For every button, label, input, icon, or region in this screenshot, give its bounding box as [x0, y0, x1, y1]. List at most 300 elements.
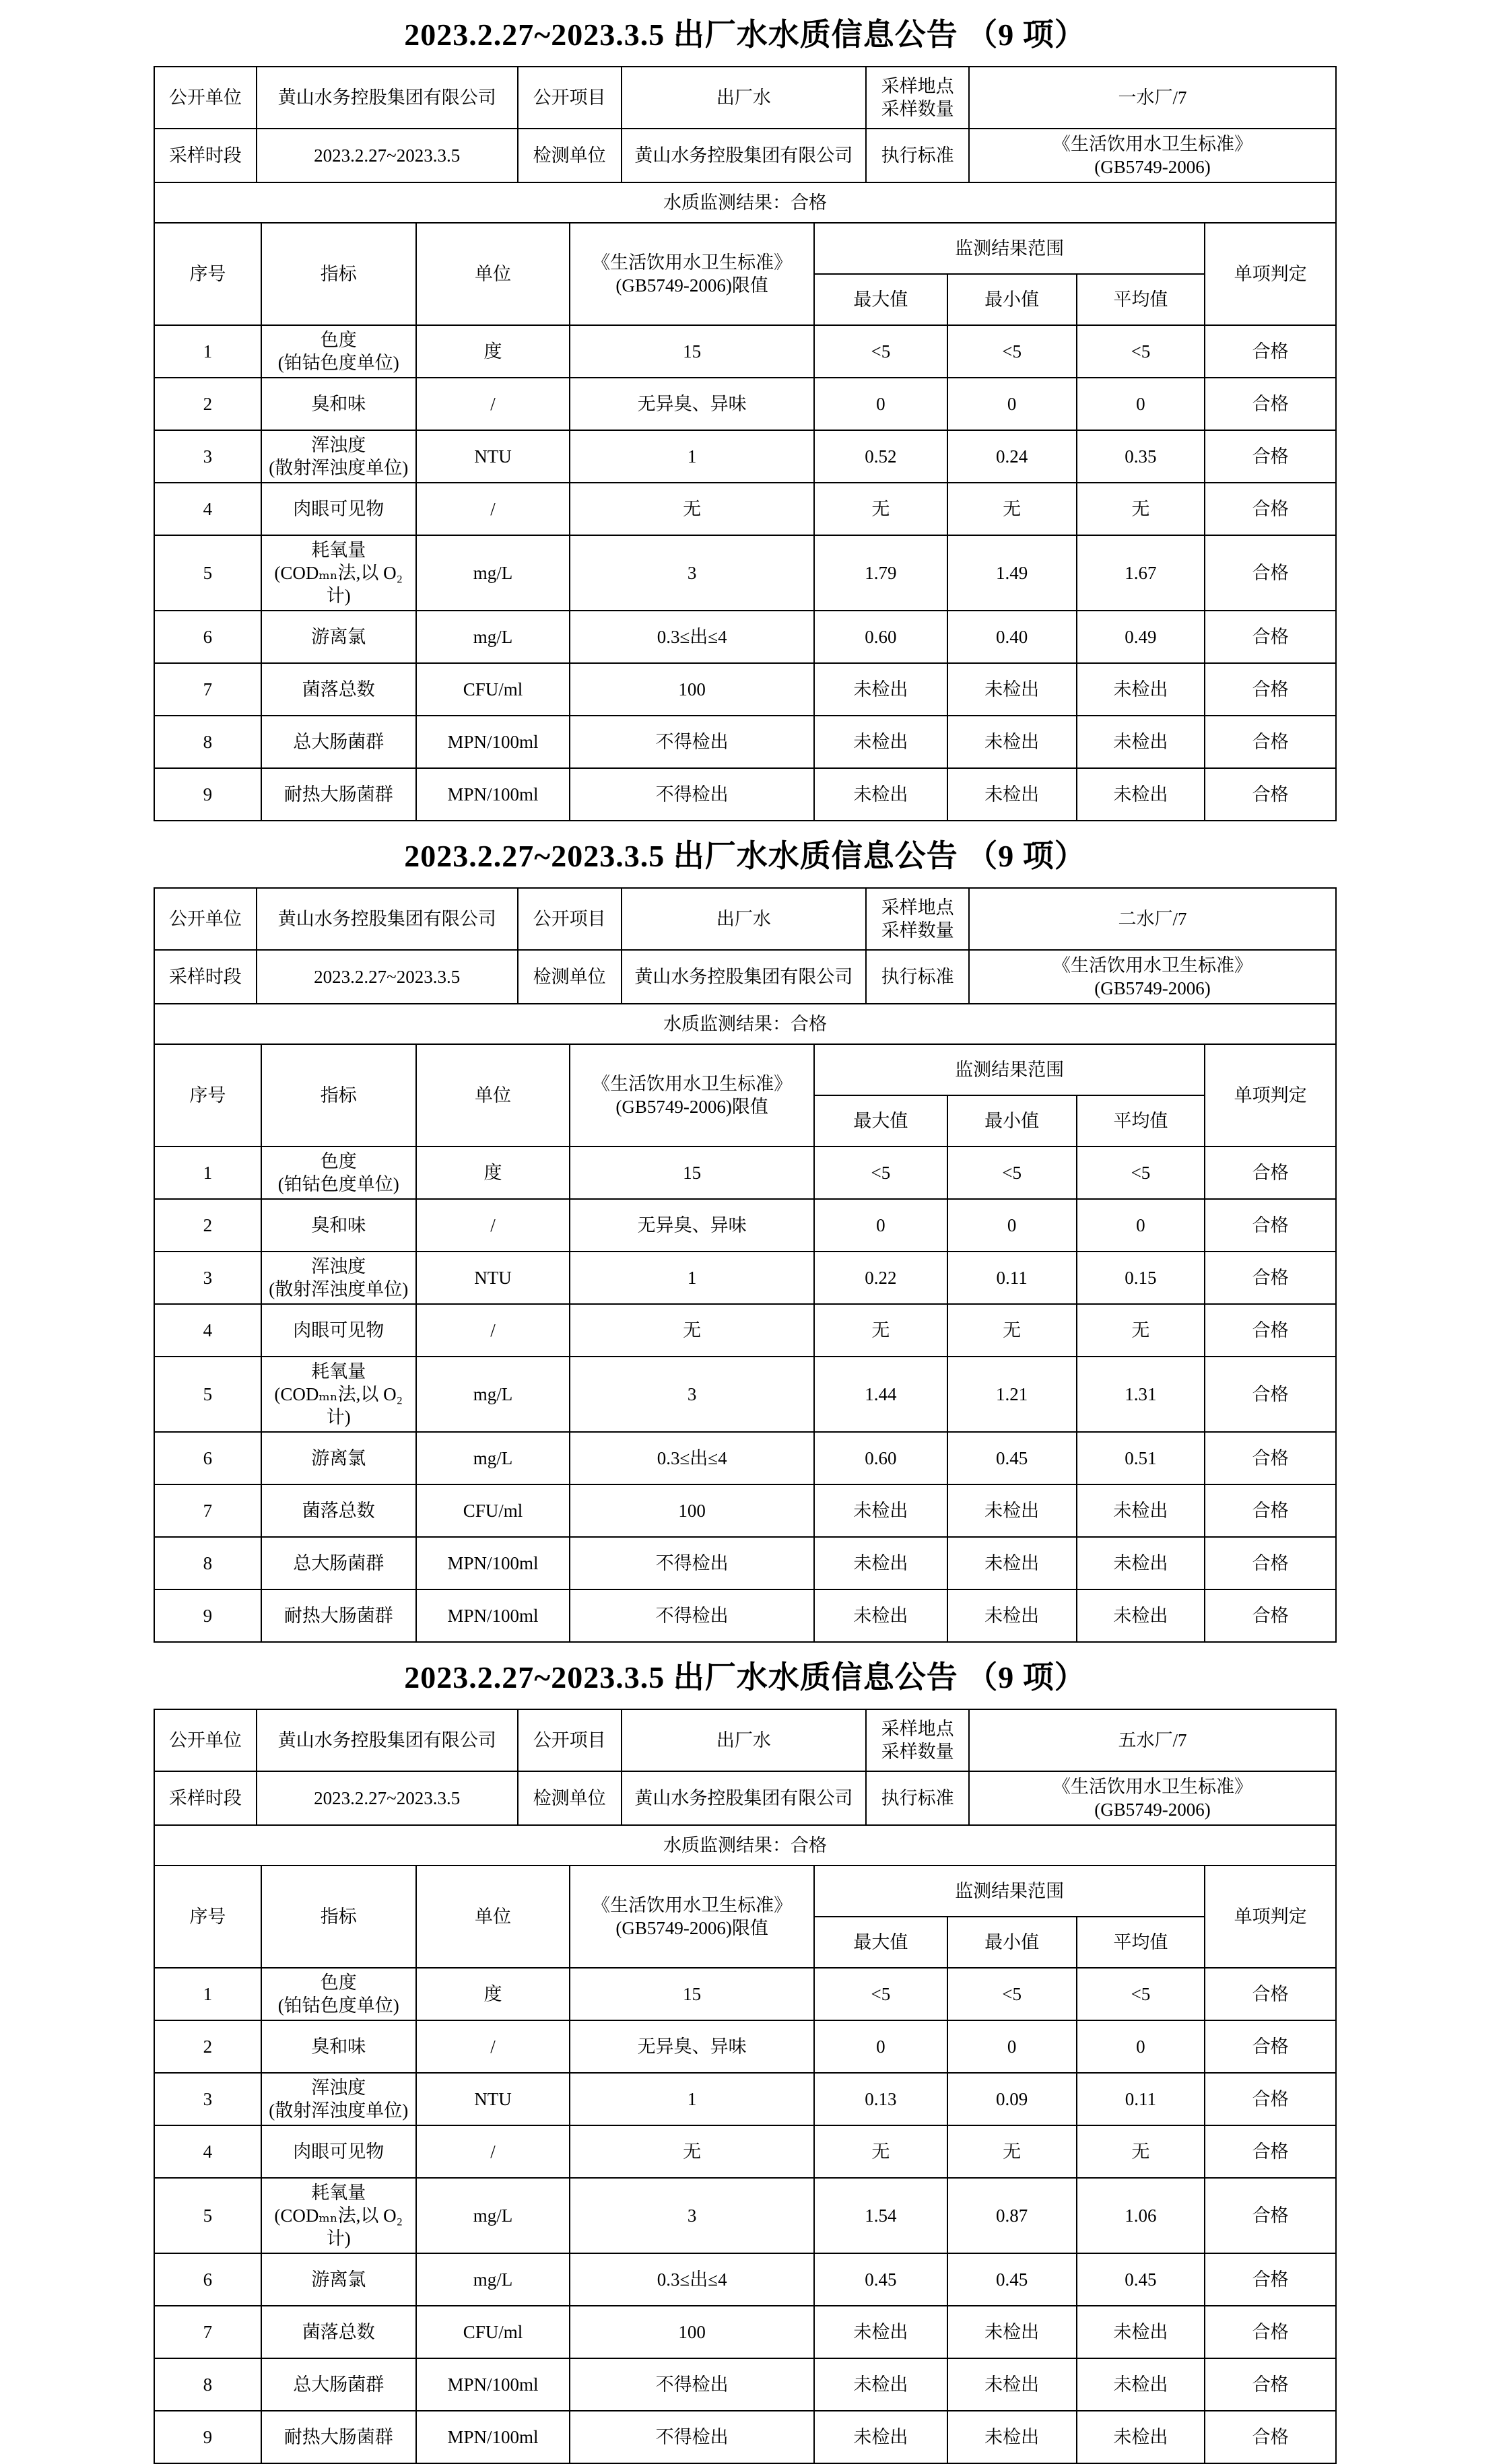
col-header-min: 最小值	[947, 1917, 1077, 1968]
cell-judgement: 合格	[1205, 1304, 1336, 1357]
standard-value-line2: (GB5749-2006)	[1094, 157, 1211, 177]
col-header-no: 序号	[154, 1044, 261, 1147]
sampling-site-label	[866, 1709, 969, 1771]
cell-indicator	[261, 2073, 416, 2125]
cell-judgement: 合格	[1205, 2358, 1336, 2411]
cell-min-value: 0.09	[947, 2073, 1077, 2125]
cell-indicator	[261, 1147, 416, 1199]
project-label: 公开项目	[518, 67, 622, 129]
cell-indicator-line2: (CODₘₙ法,以 O₂计)	[274, 2205, 403, 2249]
cell-min-value: 0	[947, 378, 1077, 430]
col-header-judge: 单项判定	[1205, 1866, 1336, 1968]
column-header-row-1	[154, 1044, 1336, 1095]
water-quality-table	[154, 222, 1337, 821]
cell-max-value: 0.60	[814, 611, 947, 663]
cell-judgement: 合格	[1205, 716, 1336, 768]
col-header-limit-line2: (GB5749-2006)限值	[615, 275, 768, 296]
table-row	[154, 1484, 1336, 1537]
cell-max-value: 未检出	[814, 2358, 947, 2411]
table-row	[154, 1357, 1336, 1432]
table-row	[154, 663, 1336, 716]
cell-avg-value: 未检出	[1077, 768, 1205, 821]
cell-unit: NTU	[416, 2073, 570, 2125]
info-table-body	[154, 1709, 1336, 1866]
cell-unit: 度	[416, 325, 570, 378]
col-header-min: 最小值	[947, 274, 1077, 325]
table-row	[154, 768, 1336, 821]
standard-value-line1: 《生活饮用水卫生标准》	[1052, 134, 1253, 154]
publish-unit-label: 公开单位	[154, 888, 257, 950]
col-header-range: 监测结果范围	[814, 1044, 1205, 1095]
cell-unit: MPN/100ml	[416, 768, 570, 821]
cell-max-value: 未检出	[814, 716, 947, 768]
cell-unit: mg/L	[416, 611, 570, 663]
cell-indicator	[261, 1484, 416, 1537]
cell-max-value: 0.45	[814, 2253, 947, 2306]
standard-value-line1: 《生活饮用水卫生标准》	[1052, 955, 1253, 976]
table-row	[154, 378, 1336, 430]
project-value: 出厂水	[622, 888, 867, 950]
col-header-limit	[570, 223, 814, 325]
cell-indicator	[261, 2411, 416, 2463]
cell-judgement: 合格	[1205, 1147, 1336, 1199]
cell-indicator	[261, 1968, 416, 2020]
project-value: 出厂水	[622, 1709, 867, 1771]
period-label: 采样时段	[154, 950, 257, 1004]
col-header-indicator: 指标	[261, 223, 416, 325]
col-header-limit-line1: 《生活饮用水卫生标准》	[592, 1074, 793, 1094]
info-row-1	[154, 888, 1336, 950]
cell-max-value: 0.52	[814, 430, 947, 483]
cell-limit: 100	[570, 663, 814, 716]
cell-min-value: 未检出	[947, 716, 1077, 768]
cell-unit: /	[416, 378, 570, 430]
cell-max-value: 1.54	[814, 2178, 947, 2253]
col-header-range: 监测结果范围	[814, 1866, 1205, 1917]
cell-judgement: 合格	[1205, 2411, 1336, 2463]
cell-unit: CFU/ml	[416, 1484, 570, 1537]
table-row	[154, 2358, 1336, 2411]
cell-unit: mg/L	[416, 2253, 570, 2306]
standard-label: 执行标准	[866, 1771, 969, 1825]
cell-min-value: 无	[947, 483, 1077, 535]
cell-unit: 度	[416, 1147, 570, 1199]
col-header-range: 监测结果范围	[814, 223, 1205, 274]
cell-no: 7	[154, 1484, 261, 1537]
cell-min-value: 0	[947, 1199, 1077, 1252]
table-row	[154, 611, 1336, 663]
cell-indicator	[261, 1199, 416, 1252]
cell-no: 1	[154, 1968, 261, 2020]
cell-no: 6	[154, 611, 261, 663]
cell-no: 4	[154, 2125, 261, 2178]
col-header-unit: 单位	[416, 1866, 570, 1968]
data-table-body	[154, 223, 1336, 325]
cell-indicator-line1: 臭和味	[311, 2037, 366, 2057]
standard-label: 执行标准	[866, 950, 969, 1004]
sampling-site-label-line1: 采样地点	[881, 1719, 954, 1739]
cell-no: 7	[154, 663, 261, 716]
info-row-1	[154, 1709, 1336, 1771]
standard-value-line2: (GB5749-2006)	[1094, 1800, 1211, 1820]
info-table	[154, 66, 1337, 224]
cell-indicator-line2: (散射浑浊度单位)	[269, 1279, 409, 1299]
cell-no: 3	[154, 430, 261, 483]
table-row	[154, 430, 1336, 483]
col-header-indicator: 指标	[261, 1866, 416, 1968]
cell-no: 7	[154, 2306, 261, 2358]
cell-max-value: 无	[814, 2125, 947, 2178]
cell-limit: 100	[570, 1484, 814, 1537]
cell-avg-value: 1.31	[1077, 1357, 1205, 1432]
test-unit-value: 黄山水务控股集团有限公司	[622, 129, 867, 182]
cell-unit: mg/L	[416, 1357, 570, 1432]
cell-min-value: 0.24	[947, 430, 1077, 483]
sampling-site-label	[866, 888, 969, 950]
page-title: 2023.2.27~2023.3.5 出厂水水质信息公告 （9 项）	[404, 839, 1086, 873]
cell-judgement: 合格	[1205, 325, 1336, 378]
cell-avg-value: 无	[1077, 2125, 1205, 2178]
cell-avg-value: 0	[1077, 1199, 1205, 1252]
cell-indicator	[261, 1304, 416, 1357]
table-row	[154, 2411, 1336, 2463]
table-row	[154, 1968, 1336, 2020]
cell-indicator-line2: (铂钴色度单位)	[277, 1995, 399, 2016]
info-row-2	[154, 950, 1336, 1004]
info-table	[154, 887, 1337, 1045]
result-row	[154, 1825, 1336, 1866]
cell-indicator-line1: 色度	[320, 1151, 357, 1171]
publish-unit-label: 公开单位	[154, 1709, 257, 1771]
cell-indicator-line1: 耐热大肠菌群	[283, 1606, 393, 1626]
cell-indicator-line1: 耗氧量	[311, 2183, 366, 2203]
standard-value-line2: (GB5749-2006)	[1094, 978, 1211, 998]
cell-indicator-line1: 菌落总数	[302, 2322, 375, 2342]
cell-avg-value: 无	[1077, 1304, 1205, 1357]
cell-limit: 不得检出	[570, 768, 814, 821]
result-row	[154, 182, 1336, 223]
cell-unit: mg/L	[416, 535, 570, 611]
cell-indicator-line1: 浑浊度	[311, 1256, 366, 1276]
cell-max-value: <5	[814, 1968, 947, 2020]
cell-avg-value: 未检出	[1077, 1537, 1205, 1589]
result-text: 水质监测结果：合格	[154, 182, 1336, 223]
sampling-site-label-line2: 采样数量	[881, 99, 954, 119]
cell-min-value: 1.49	[947, 535, 1077, 611]
cell-no: 3	[154, 1252, 261, 1304]
cell-limit: 1	[570, 430, 814, 483]
col-header-unit: 单位	[416, 223, 570, 325]
data-table-body	[154, 1866, 1336, 1968]
cell-judgement: 合格	[1205, 2073, 1336, 2125]
cell-min-value: <5	[947, 325, 1077, 378]
cell-judgement: 合格	[1205, 1484, 1336, 1537]
cell-avg-value: 1.06	[1077, 2178, 1205, 2253]
table-row	[154, 1304, 1336, 1357]
info-row-2	[154, 1771, 1336, 1825]
cell-indicator-line1: 总大肠菌群	[293, 2374, 384, 2395]
cell-min-value: <5	[947, 1968, 1077, 2020]
cell-max-value: 0	[814, 378, 947, 430]
water-quality-table	[154, 1865, 1337, 2464]
cell-limit: 无	[570, 483, 814, 535]
cell-limit: 不得检出	[570, 2358, 814, 2411]
cell-limit: 100	[570, 2306, 814, 2358]
cell-max-value: 0.60	[814, 1432, 947, 1484]
cell-indicator-line1: 菌落总数	[302, 679, 375, 699]
table-row	[154, 1589, 1336, 1642]
data-rows	[154, 1147, 1336, 1642]
standard-label: 执行标准	[866, 129, 969, 182]
result-text: 水质监测结果：合格	[154, 1004, 1336, 1044]
publish-unit-value: 黄山水务控股集团有限公司	[257, 67, 518, 129]
cell-unit: NTU	[416, 1252, 570, 1304]
cell-no: 2	[154, 378, 261, 430]
cell-judgement: 合格	[1205, 768, 1336, 821]
col-header-limit-line2: (GB5749-2006)限值	[615, 1097, 768, 1117]
cell-unit: MPN/100ml	[416, 1589, 570, 1642]
cell-judgement: 合格	[1205, 1432, 1336, 1484]
column-header-row-1	[154, 1866, 1336, 1917]
cell-indicator	[261, 2358, 416, 2411]
cell-indicator-line1: 肉眼可见物	[293, 1320, 384, 1340]
cell-limit: 0.3≤出≤4	[570, 611, 814, 663]
cell-min-value: 未检出	[947, 1484, 1077, 1537]
cell-min-value: 0.87	[947, 2178, 1077, 2253]
cell-unit: MPN/100ml	[416, 716, 570, 768]
cell-indicator-line1: 耐热大肠菌群	[283, 2427, 393, 2447]
cell-no: 8	[154, 716, 261, 768]
test-unit-label: 检测单位	[518, 1771, 622, 1825]
table-row	[154, 1252, 1336, 1304]
cell-indicator	[261, 378, 416, 430]
table-row	[154, 535, 1336, 611]
project-label: 公开项目	[518, 1709, 622, 1771]
cell-max-value: 0	[814, 1199, 947, 1252]
cell-unit: /	[416, 483, 570, 535]
cell-unit: /	[416, 1199, 570, 1252]
cell-unit: CFU/ml	[416, 2306, 570, 2358]
cell-avg-value: <5	[1077, 325, 1205, 378]
cell-min-value: 未检出	[947, 2411, 1077, 2463]
cell-min-value: 0	[947, 2020, 1077, 2073]
col-header-limit	[570, 1866, 814, 1968]
cell-limit: 0.3≤出≤4	[570, 1432, 814, 1484]
info-table-body	[154, 67, 1336, 223]
col-header-indicator: 指标	[261, 1044, 416, 1147]
project-label: 公开项目	[518, 888, 622, 950]
cell-indicator-line2: (铂钴色度单位)	[277, 1174, 399, 1194]
col-header-limit-line2: (GB5749-2006)限值	[615, 1918, 768, 1938]
col-header-avg: 平均值	[1077, 274, 1205, 325]
cell-max-value: 0.13	[814, 2073, 947, 2125]
cell-avg-value: 未检出	[1077, 716, 1205, 768]
cell-unit: mg/L	[416, 2178, 570, 2253]
table-row	[154, 483, 1336, 535]
table-row	[154, 716, 1336, 768]
cell-limit: 1	[570, 1252, 814, 1304]
table-row	[154, 2125, 1336, 2178]
cell-indicator-line2: (铂钴色度单位)	[277, 353, 399, 373]
cell-judgement: 合格	[1205, 1199, 1336, 1252]
period-value: 2023.2.27~2023.3.5	[257, 950, 518, 1004]
cell-limit: 不得检出	[570, 1589, 814, 1642]
sampling-site-value: 二水厂/7	[969, 888, 1336, 950]
cell-max-value: 无	[814, 1304, 947, 1357]
cell-indicator-line1: 臭和味	[311, 1215, 366, 1235]
cell-avg-value: 未检出	[1077, 2358, 1205, 2411]
cell-limit: 15	[570, 325, 814, 378]
cell-indicator	[261, 483, 416, 535]
cell-indicator-line1: 肉眼可见物	[293, 499, 384, 519]
cell-indicator	[261, 2125, 416, 2178]
col-header-limit-line1: 《生活饮用水卫生标准》	[592, 1895, 793, 1915]
publish-unit-value: 黄山水务控股集团有限公司	[257, 1709, 518, 1771]
cell-max-value: 1.79	[814, 535, 947, 611]
col-header-max: 最大值	[814, 274, 947, 325]
cell-no: 9	[154, 1589, 261, 1642]
cell-indicator	[261, 535, 416, 611]
cell-no: 9	[154, 768, 261, 821]
cell-limit: 无异臭、异味	[570, 2020, 814, 2073]
cell-avg-value: <5	[1077, 1968, 1205, 2020]
cell-no: 5	[154, 535, 261, 611]
info-table	[154, 1709, 1337, 1866]
sampling-site-label-line1: 采样地点	[881, 76, 954, 96]
period-label: 采样时段	[154, 1771, 257, 1825]
cell-no: 9	[154, 2411, 261, 2463]
test-unit-value: 黄山水务控股集团有限公司	[622, 1771, 867, 1825]
cell-limit: 3	[570, 1357, 814, 1432]
cell-max-value: 未检出	[814, 1484, 947, 1537]
cell-indicator-line1: 臭和味	[311, 394, 366, 414]
cell-avg-value: <5	[1077, 1147, 1205, 1199]
period-value: 2023.2.27~2023.3.5	[257, 129, 518, 182]
col-header-min: 最小值	[947, 1095, 1077, 1147]
cell-unit: 度	[416, 1968, 570, 2020]
cell-min-value: <5	[947, 1147, 1077, 1199]
cell-indicator-line2: (CODₘₙ法,以 O₂计)	[274, 1384, 403, 1427]
sampling-site-value: 一水厂/7	[969, 67, 1336, 129]
cell-min-value: 1.21	[947, 1357, 1077, 1432]
cell-limit: 15	[570, 1968, 814, 2020]
cell-indicator	[261, 1432, 416, 1484]
column-header-row-1	[154, 223, 1336, 274]
cell-max-value: 未检出	[814, 2306, 947, 2358]
cell-no: 6	[154, 2253, 261, 2306]
col-header-max: 最大值	[814, 1095, 947, 1147]
cell-indicator-line1: 浑浊度	[311, 435, 366, 455]
cell-min-value: 未检出	[947, 1589, 1077, 1642]
cell-judgement: 合格	[1205, 2306, 1336, 2358]
standard-value	[969, 1771, 1336, 1825]
cell-avg-value: 0.15	[1077, 1252, 1205, 1304]
cell-avg-value: 0.11	[1077, 2073, 1205, 2125]
period-label: 采样时段	[154, 129, 257, 182]
cell-avg-value: 1.67	[1077, 535, 1205, 611]
cell-no: 5	[154, 2178, 261, 2253]
result-text: 水质监测结果：合格	[154, 1825, 1336, 1866]
cell-indicator-line2: (散射浑浊度单位)	[269, 2100, 409, 2121]
publish-unit-value: 黄山水务控股集团有限公司	[257, 888, 518, 950]
sampling-site-label-line2: 采样数量	[881, 920, 954, 940]
cell-unit: MPN/100ml	[416, 1537, 570, 1589]
cell-indicator	[261, 325, 416, 378]
cell-limit: 3	[570, 535, 814, 611]
cell-unit: MPN/100ml	[416, 2358, 570, 2411]
cell-avg-value: 未检出	[1077, 2411, 1205, 2463]
col-header-avg: 平均值	[1077, 1917, 1205, 1968]
cell-indicator	[261, 2253, 416, 2306]
cell-indicator	[261, 2020, 416, 2073]
cell-indicator-line1: 菌落总数	[302, 1501, 375, 1521]
col-header-max: 最大值	[814, 1917, 947, 1968]
cell-judgement: 合格	[1205, 2020, 1336, 2073]
sampling-site-label-line1: 采样地点	[881, 897, 954, 918]
cell-avg-value: 无	[1077, 483, 1205, 535]
cell-judgement: 合格	[1205, 535, 1336, 611]
cell-limit: 0.3≤出≤4	[570, 2253, 814, 2306]
cell-indicator	[261, 1537, 416, 1589]
cell-unit: NTU	[416, 430, 570, 483]
cell-avg-value: 0.51	[1077, 1432, 1205, 1484]
info-row-1	[154, 67, 1336, 129]
table-row	[154, 2178, 1336, 2253]
cell-indicator-line2: (CODₘₙ法,以 O₂计)	[274, 563, 403, 606]
report-section	[0, 0, 1505, 821]
cell-indicator-line1: 肉眼可见物	[293, 2142, 384, 2162]
table-row	[154, 1199, 1336, 1252]
cell-min-value: 未检出	[947, 663, 1077, 716]
col-header-no: 序号	[154, 223, 261, 325]
cell-avg-value: 0.45	[1077, 2253, 1205, 2306]
cell-indicator	[261, 1589, 416, 1642]
cell-max-value: 未检出	[814, 768, 947, 821]
cell-indicator-line1: 游离氯	[311, 627, 366, 647]
table-row	[154, 325, 1336, 378]
cell-indicator-line2: (散射浑浊度单位)	[269, 458, 409, 478]
cell-no: 4	[154, 1304, 261, 1357]
cell-min-value: 未检出	[947, 768, 1077, 821]
cell-no: 1	[154, 325, 261, 378]
data-rows	[154, 325, 1336, 821]
report-section	[0, 821, 1505, 1643]
cell-avg-value: 未检出	[1077, 2306, 1205, 2358]
cell-min-value: 无	[947, 1304, 1077, 1357]
cell-indicator-line1: 游离氯	[311, 2269, 366, 2290]
col-header-judge: 单项判定	[1205, 1044, 1336, 1147]
cell-avg-value: 未检出	[1077, 663, 1205, 716]
cell-judgement: 合格	[1205, 430, 1336, 483]
cell-limit: 不得检出	[570, 2411, 814, 2463]
cell-judgement: 合格	[1205, 2253, 1336, 2306]
cell-avg-value: 未检出	[1077, 1484, 1205, 1537]
col-header-limit	[570, 1044, 814, 1147]
cell-indicator	[261, 611, 416, 663]
cell-limit: 无	[570, 2125, 814, 2178]
water-quality-table	[154, 1043, 1337, 1643]
col-header-unit: 单位	[416, 1044, 570, 1147]
table-row	[154, 2020, 1336, 2073]
table-row	[154, 1432, 1336, 1484]
cell-limit: 1	[570, 2073, 814, 2125]
cell-indicator	[261, 1357, 416, 1432]
cell-no: 8	[154, 2358, 261, 2411]
cell-indicator	[261, 663, 416, 716]
cell-unit: mg/L	[416, 1432, 570, 1484]
cell-no: 3	[154, 2073, 261, 2125]
standard-value	[969, 950, 1336, 1004]
